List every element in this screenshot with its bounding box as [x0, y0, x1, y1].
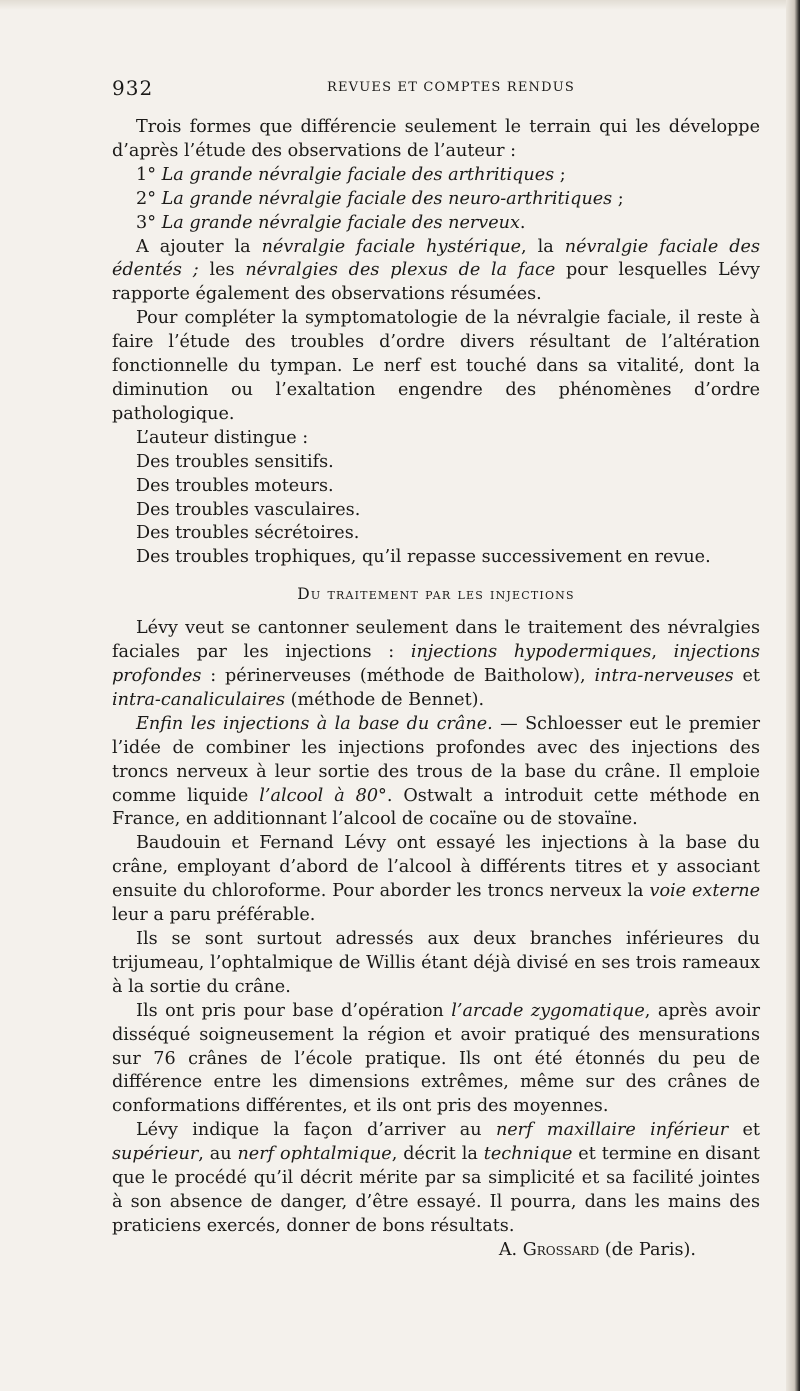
- list-item: Des troubles trophiques, qu’il repasse successivement en revue.: [136, 547, 711, 568]
- list-item: Des troubles moteurs.: [136, 475, 334, 496]
- running-title: REVUES ET COMPTES RENDUS: [326, 80, 576, 95]
- page-number: 932: [112, 76, 154, 100]
- paragraph: Baudouin et Fernand Lévy ont essayé les injections à la base du crâne, employant d’abord de l’alcool à différents titres et y associant ensuite du chloroforme. Pour aborder les troncs nerveux la voie externe leur a paru préférable.: [112, 833, 760, 926]
- list-number: 1°: [136, 164, 156, 185]
- list-item: 3° La grande névralgie faciale des nerveux.: [136, 212, 526, 233]
- paragraph: Pour compléter la symptomatologie de la névralgie faciale, il reste à faire l’étude des troubles d’ordre divers résultant de l’altération fonctionnelle du tympan. Le nerf est touché dans sa vitalité, dont la diminution ou l’exaltation engendre des phénomènes d’ordre pathologique.: [112, 308, 760, 424]
- list-text: La grande névralgie faciale des nerveux: [161, 212, 520, 233]
- list-text: La grande névralgie faciale des neuro-arthritiques: [161, 188, 613, 209]
- list-item: Des troubles vasculaires.: [136, 499, 361, 520]
- list-number: 3°: [136, 212, 156, 233]
- author-signature: A. Grossard (de Paris).: [498, 1239, 696, 1260]
- article-body: [112, 116, 760, 1263]
- paragraph: Enfin les injections à la base du crâne. — Schloesser eut le premier l’idée de combiner les injections profondes avec des injections des troncs nerveux à leur sortie des trous de la base du crâne. Il emploie comme liquide l’alcool à 80°. Ostwalt a introduit cette méthode en France, en additionnant l’alcool de cocaïne ou de stovaïne.: [112, 713, 761, 830]
- list-item: 2° La grande névralgie faciale des neuro-arthritiques ;: [136, 188, 624, 209]
- list-item: 1° La grande névralgie faciale des arthritiques ;: [136, 164, 566, 185]
- page-top-edge: [0, 0, 800, 10]
- paragraph: Lévy veut se cantonner seulement dans le traitement des névralgies faciales par les injections : injections hypodermiques, injections profondes : périnerveuses (méthode de Baitholow), intra-nerveuses et intra-canaliculaires (méthode de Bennet).: [112, 618, 760, 710]
- paragraph: A ajouter la névralgie faciale hystérique, la névralgie faciale des édentés ; les névralgies des plexus de la face pour lesquelles Lévy rapporte également des observations résumées.: [112, 236, 760, 305]
- list-text: La grande névralgie faciale des arthritiques: [161, 164, 555, 185]
- paragraph: Lévy indique la façon d’arriver au nerf maxillaire inférieur et supérieur, au nerf ophtalmique, décrit la technique et termine en disant que le procédé qu’il décrit mérite par sa simplicité et sa facilité jointes à son absence de danger, d’être essayé. Il pourra, dans les mains des praticiens exercés, donner de bons résultats.: [112, 1120, 760, 1236]
- author-name: Grossard: [522, 1239, 600, 1260]
- page-binding-edge: [786, 0, 800, 1391]
- paragraph: Ils se sont surtout adressés aux deux branches inférieures du trijumeau, l’ophtalmique de Willis étant déjà divisé en ses trois rameaux à la sortie du crâne.: [112, 929, 760, 997]
- page-header: [112, 76, 760, 100]
- list-item: Des troubles sécrétoires.: [136, 523, 360, 544]
- paragraph: Ils ont pris pour base d’opération l’arcade zygomatique, après avoir disséqué soigneusement la région et avoir pratiqué des mensurations sur 76 crânes de l’école pratique. Ils ont été étonnés du peu de différence entre les dimensions extrêmes, même sur des crânes de conformations différentes, et ils ont pris des moyennes.: [112, 1000, 760, 1117]
- list-item: Des troubles sensitifs.: [136, 451, 334, 472]
- paragraph: L’auteur distingue :: [136, 427, 309, 448]
- section-heading: Du traitement par les injections: [297, 585, 575, 604]
- list-number: 2°: [136, 188, 156, 209]
- paragraph: Trois formes que différencie seulement le terrain qui les développe d’après l’étude des observations de l’auteur :: [112, 117, 760, 161]
